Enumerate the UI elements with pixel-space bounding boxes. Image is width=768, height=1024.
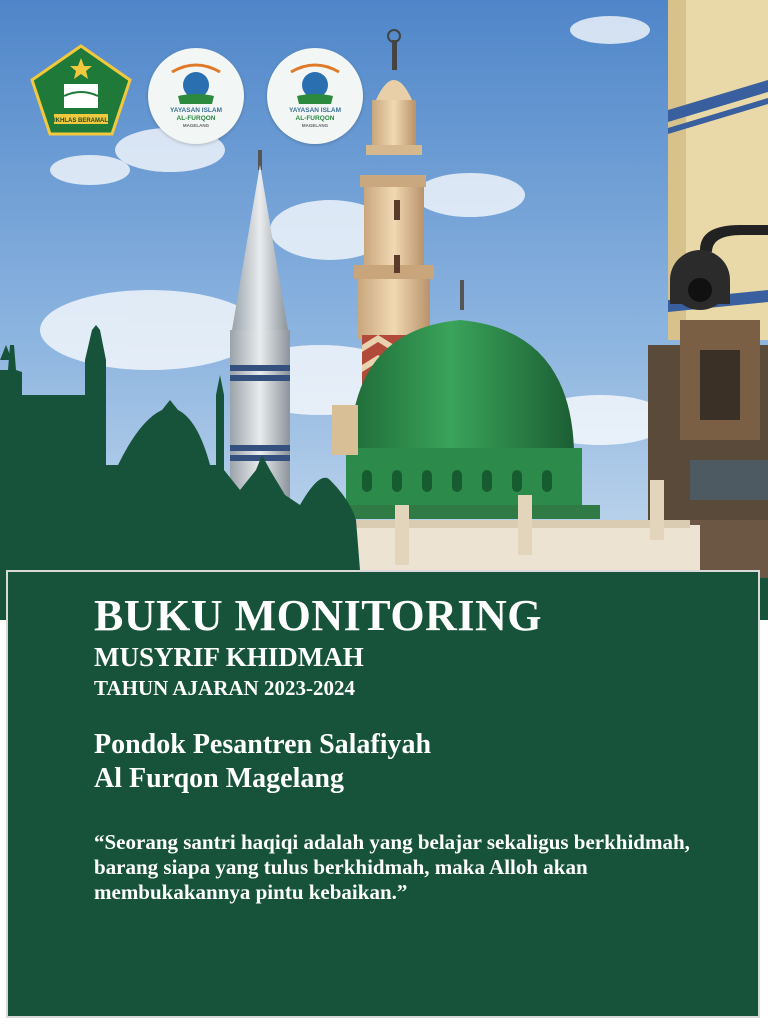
kemenag-logo (30, 44, 132, 136)
institution-name: Pondok Pesantren Salafiyah (94, 729, 432, 760)
yayasan-logo-2 (267, 48, 363, 144)
kemenag-motto: IKHLAS BERAMAL (54, 118, 108, 124)
yayasan-line3: MAGELANG (301, 123, 329, 128)
cover-quote: “Seorang santri haqiqi adalah yang belajar sekaligus berkhidmah, barang siapa yang tulus berkhidmah, maka Alloh akan membukakannya pintu kebaikan.” (94, 830, 690, 904)
institution-location: Al Furqon Magelang (94, 763, 344, 794)
cover-subtitle: MUSYRIF KHIDMAH (94, 642, 364, 672)
yayasan-line2: AL-FURQON (295, 115, 335, 122)
cover-title: BUKU MONITORING (94, 591, 542, 640)
academic-year: TAHUN AJARAN 2023-2024 (94, 676, 355, 700)
yayasan-logo-1 (148, 48, 244, 144)
yayasan-line2: AL-FURQON (176, 115, 216, 122)
globe-icon (267, 48, 363, 144)
yayasan-line1: YAYASAN ISLAM (169, 107, 223, 114)
yayasan-line3: MAGELANG (182, 123, 210, 128)
globe-icon (148, 48, 244, 144)
yayasan-line1: YAYASAN ISLAM (288, 107, 342, 114)
